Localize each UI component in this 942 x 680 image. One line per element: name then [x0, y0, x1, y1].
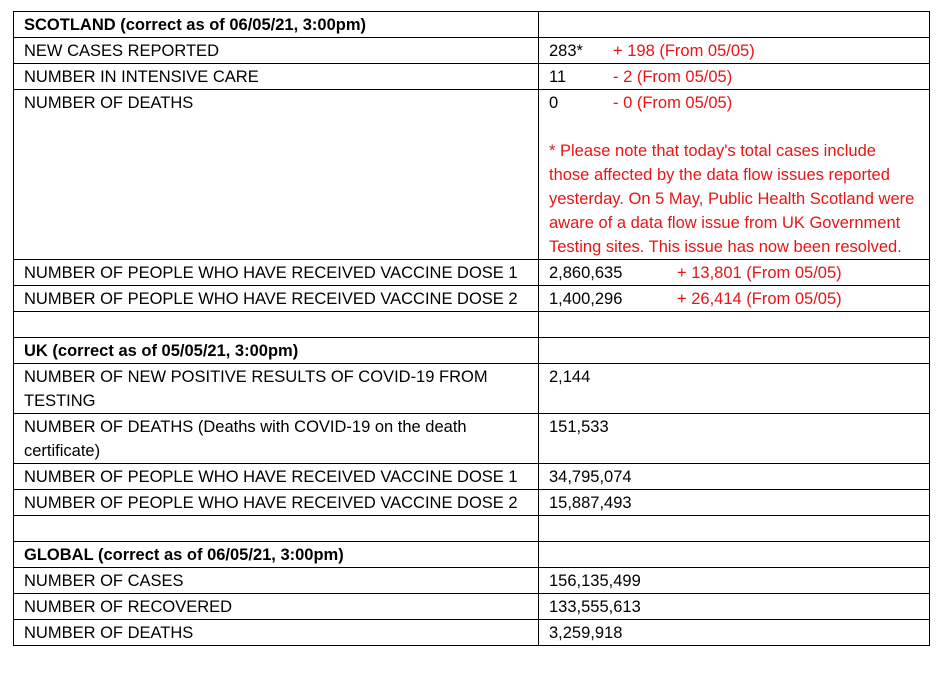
row-label: NUMBER OF PEOPLE WHO HAVE RECEIVED VACCINE DOSE 1 — [14, 464, 539, 490]
change-value: + 13,801 (From 05/05) — [677, 264, 842, 282]
section-heading-uk: UK (correct as of 05/05/21, 3:00pm) — [14, 338, 539, 364]
spacer-row — [14, 516, 930, 542]
row-label: NUMBER OF DEATHS — [14, 90, 539, 260]
empty-cell — [539, 312, 930, 338]
section-header-row — [14, 338, 930, 364]
row-label: NUMBER OF DEATHS — [14, 620, 539, 646]
row-label: NUMBER OF PEOPLE WHO HAVE RECEIVED VACCINE DOSE 2 — [14, 490, 539, 516]
row-label: NUMBER OF NEW POSITIVE RESULTS OF COVID-19 FROM TESTING — [14, 364, 539, 414]
row-value-cell — [539, 90, 930, 260]
row-value: 34,795,074 — [539, 464, 930, 490]
data-flow-note: * Please note that today's total cases include those affected by the data flow issues reported yesterday. On 5 May, Public Health Scotland were aware of a data flow issue from UK Government Testing sites. This issue has now been resolved. — [549, 142, 915, 256]
row-label: NUMBER OF PEOPLE WHO HAVE RECEIVED VACCINE DOSE 1 — [14, 260, 539, 286]
change-value: + 26,414 (From 05/05) — [677, 290, 842, 308]
table-row — [14, 64, 930, 90]
row-label: NUMBER OF CASES — [14, 568, 539, 594]
covid-stats-table — [13, 11, 930, 646]
section-header-row — [14, 12, 930, 38]
section-header-row — [14, 542, 930, 568]
table-row — [14, 464, 930, 490]
row-value: 2,860,635 — [549, 264, 623, 282]
row-value: 11 — [549, 68, 567, 86]
row-value-cell — [539, 64, 930, 90]
row-value: 133,555,613 — [539, 594, 930, 620]
row-value: 2,144 — [539, 364, 930, 414]
row-value-cell — [539, 38, 930, 64]
row-value-cell — [539, 286, 930, 312]
row-label: NEW CASES REPORTED — [14, 38, 539, 64]
table-row — [14, 364, 930, 414]
row-label: NUMBER OF RECOVERED — [14, 594, 539, 620]
row-value: 0 — [549, 94, 559, 112]
row-label: NUMBER IN INTENSIVE CARE — [14, 64, 539, 90]
row-value: 3,259,918 — [539, 620, 930, 646]
table-row — [14, 260, 930, 286]
table-row — [14, 568, 930, 594]
empty-cell — [539, 12, 930, 38]
table-row — [14, 490, 930, 516]
empty-cell — [539, 516, 930, 542]
empty-cell — [539, 542, 930, 568]
table-row — [14, 620, 930, 646]
empty-cell — [539, 338, 930, 364]
section-heading-global: GLOBAL (correct as of 06/05/21, 3:00pm) — [14, 542, 539, 568]
table-row — [14, 38, 930, 64]
change-value: - 0 (From 05/05) — [613, 94, 733, 112]
row-label: NUMBER OF DEATHS (Deaths with COVID-19 on the death certificate) — [14, 414, 539, 464]
change-value: + 198 (From 05/05) — [613, 42, 755, 60]
row-value: 1,400,296 — [549, 290, 623, 308]
empty-cell — [14, 516, 539, 542]
row-value: 156,135,499 — [539, 568, 930, 594]
section-heading-scotland: SCOTLAND (correct as of 06/05/21, 3:00pm) — [14, 12, 539, 38]
row-value-cell — [539, 260, 930, 286]
row-value: 283* — [549, 42, 583, 60]
table-row — [14, 286, 930, 312]
spacer-row — [14, 312, 930, 338]
row-value: 151,533 — [539, 414, 930, 464]
table-row — [14, 414, 930, 464]
row-label: NUMBER OF PEOPLE WHO HAVE RECEIVED VACCINE DOSE 2 — [14, 286, 539, 312]
row-value: 15,887,493 — [539, 490, 930, 516]
table-row — [14, 90, 930, 260]
table-row — [14, 594, 930, 620]
change-value: - 2 (From 05/05) — [613, 68, 733, 86]
empty-cell — [14, 312, 539, 338]
